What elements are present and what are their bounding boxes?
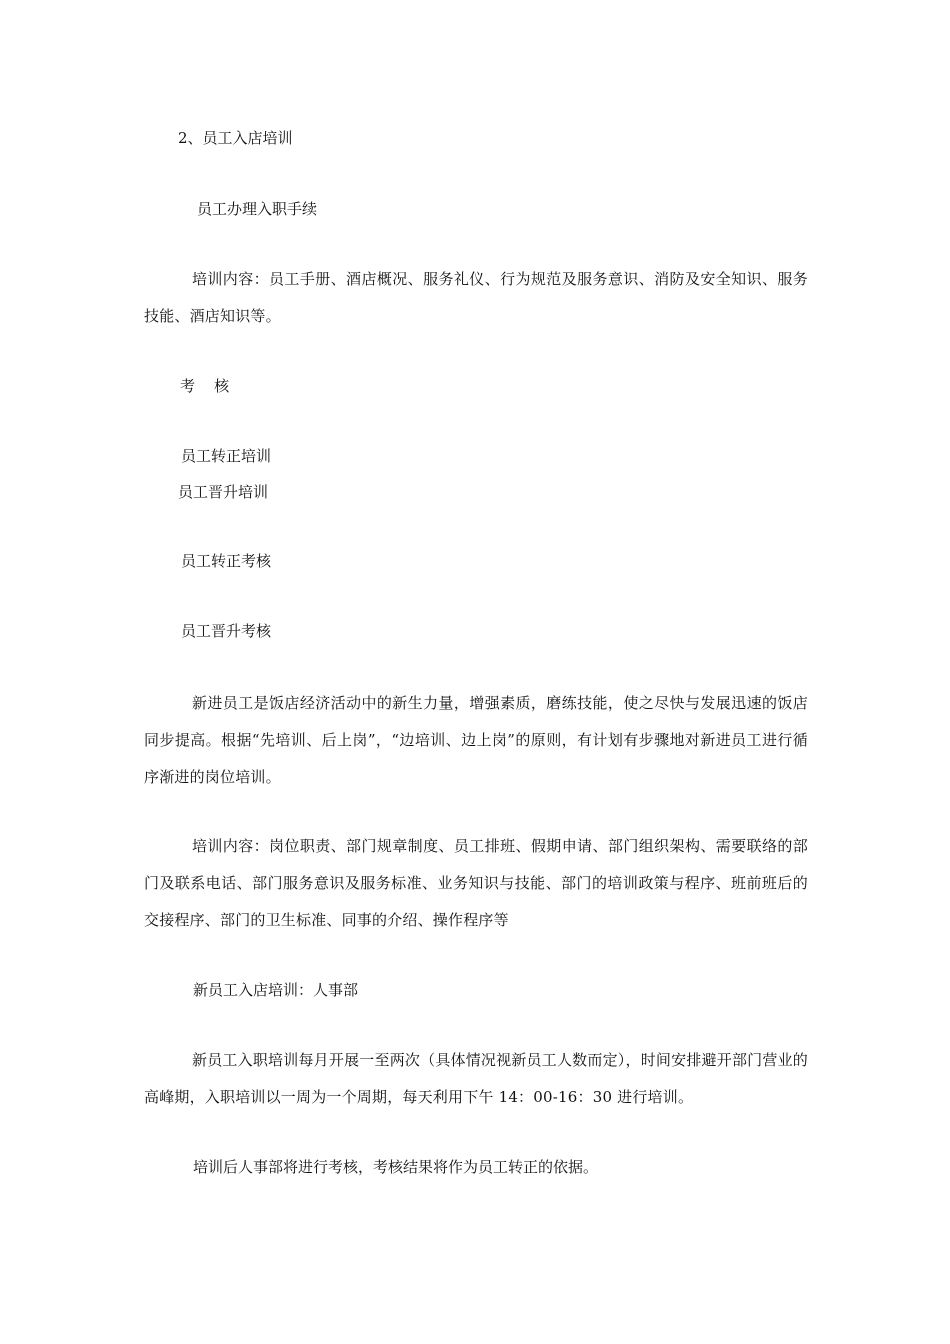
intro-training-content-paragraph: 培训内容：员工手册、酒店概况、服务礼仪、行为规范及服务意识、消防及安全知识、服务技能、酒店知识等。 [144,270,808,325]
probation-training-label: 员工转正培训 [181,447,272,465]
new-staff-paragraph: 新进员工是饭店经济活动中的新生力量，增强素质，磨练技能，使之尽快与发展迅速的饭店同步提高。根据“先培训、后上岗”，“边培训、边上岗”的原则，有计划有步骤地对新进员工进行循序渐进的岗位培训。 [144,694,808,786]
section-heading: 2、员工入店培训 [178,129,293,147]
training-content-paragraph: 培训内容：岗位职责、部门规章制度、员工排班、假期申请、部门组织架构、需要联络的部门及联系电话、部门服务意识及服务标准、业务知识与技能、部门的培训政策与程序、班前班后的交接程序、部门的卫生标准、同事的介绍、操作程序等 [144,837,808,929]
probation-assessment-label: 员工转正考核 [181,552,272,570]
hr-training-title: 新员工入店培训：人事部 [193,981,359,999]
assessment-label: 考 核 [180,377,230,395]
post-training-assessment-text: 培训后人事部将进行考核，考核结果将作为员工转正的依据。 [193,1158,599,1176]
entry-procedure-text: 员工办理入职手续 [197,200,318,218]
training-schedule-paragraph: 新员工入职培训每月开展一至两次（具体情况视新员工人数而定），时间安排避开部门营业的高峰期，入职培训以一周为一个周期，每天利用下午 14：00-16：30 进行培训。 [144,1051,808,1106]
promotion-training-label: 员工晋升培训 [178,483,269,501]
promotion-assessment-label: 员工晋升考核 [181,622,272,640]
